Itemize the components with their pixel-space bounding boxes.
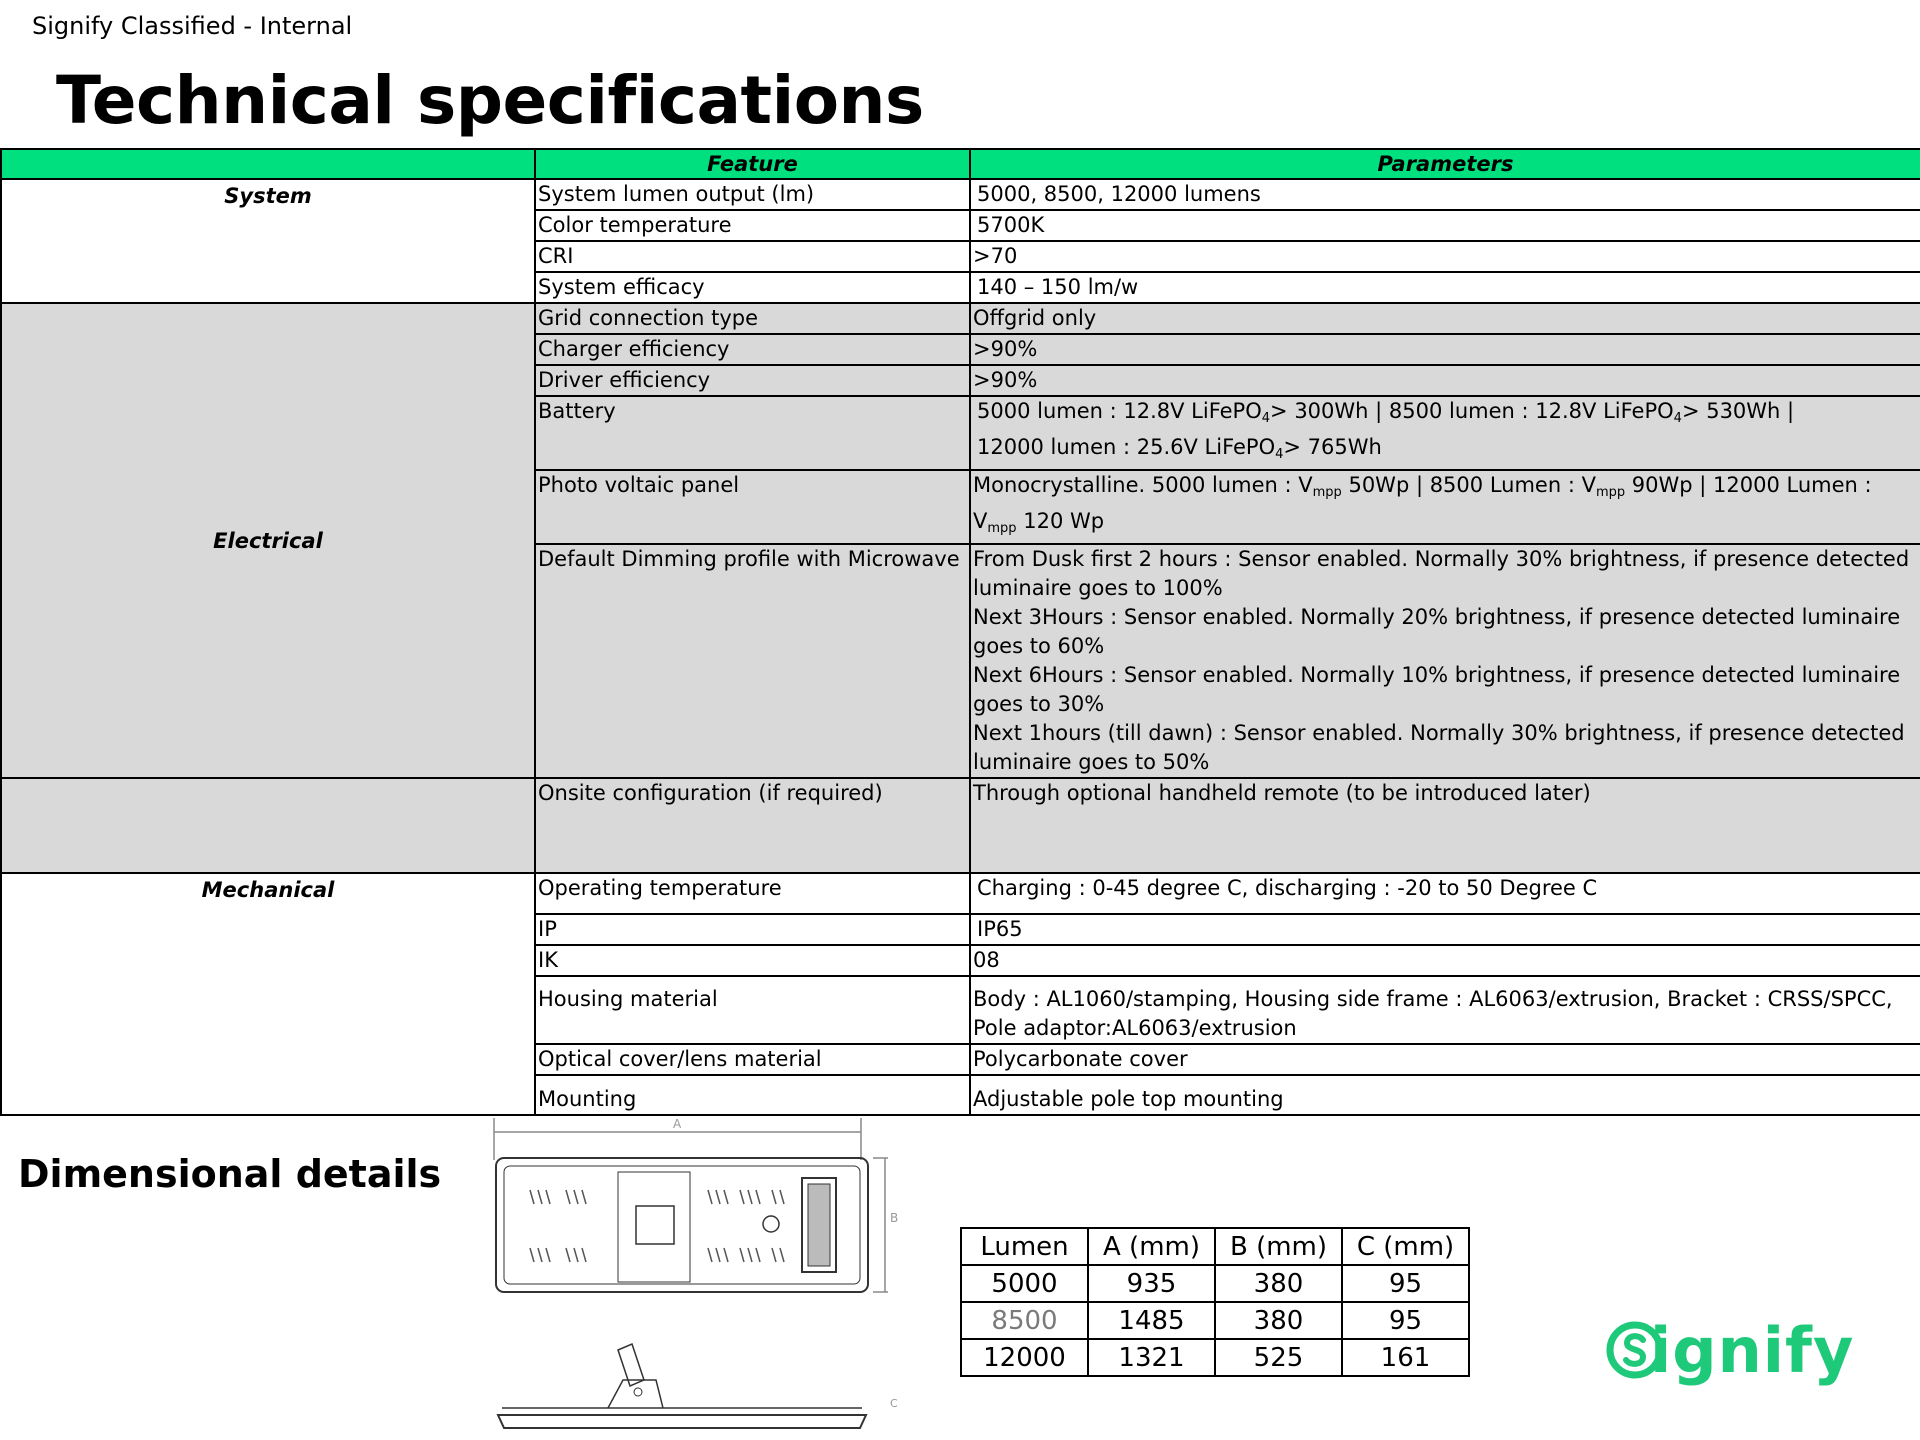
parameter-cell: 08 [970, 945, 1920, 976]
spec-header-row [1, 149, 1920, 179]
feature-cell: CRI [535, 241, 970, 272]
dimension-header-row [961, 1228, 1469, 1265]
label-b: B [890, 1211, 899, 1225]
sensor-circle [763, 1216, 779, 1232]
dimension-table [960, 1227, 1470, 1377]
pv-subscript: mpp [987, 521, 1017, 536]
header-feature: Feature [535, 149, 970, 179]
pv-text: 90Wp | 12000 Lumen : V [973, 473, 1872, 533]
table-cell: 5000 [961, 1265, 1088, 1302]
pv-subscript: mpp [1595, 485, 1626, 500]
page-title: Technical specifications [56, 62, 924, 139]
feature-cell: Housing material [535, 976, 970, 1044]
group-system: System [1, 179, 535, 303]
dimensional-title: Dimensional details [18, 1152, 442, 1196]
dimming-line: Next 3Hours : Sensor enabled. Normally 20% brightness, if presence detected luminaire goes to 60% [973, 605, 1901, 658]
luminaire-side-view [498, 1344, 866, 1428]
feature-cell: Photo voltaic panel [535, 470, 970, 544]
battery-text: > 530Wh | [1681, 399, 1795, 423]
table-cell: 95 [1342, 1265, 1469, 1302]
feature-cell: IK [535, 945, 970, 976]
header-cell: Lumen [961, 1228, 1088, 1265]
group-blank-cell [1, 778, 535, 873]
table-cell: 935 [1088, 1265, 1215, 1302]
parameter-cell [970, 544, 1920, 778]
battery-subscript: 4 [1673, 411, 1682, 426]
pv-text: 120 Wp [1016, 509, 1105, 533]
pv-subscript: mpp [1312, 485, 1342, 500]
label-c: C [890, 1397, 898, 1410]
table-row [1, 873, 1920, 914]
parameter-cell: Body : AL1060/stamping, Housing side frame : AL6063/extrusion, Bracket : CRSS/SPCC, Pole adaptor:AL6063/extrusion [970, 976, 1920, 1044]
parameter-cell: Polycarbonate cover [970, 1044, 1920, 1075]
battery-text: > 765Wh [1283, 435, 1382, 459]
feature-cell: Grid connection type [535, 303, 970, 334]
mount-block [636, 1206, 674, 1244]
dimming-line: Next 6Hours : Sensor enabled. Normally 10% brightness, if presence detected luminaire goes to 30% [973, 663, 1901, 716]
battery-text: > 300Wh | 8500 lumen : 12.8V LiFePO [1270, 399, 1674, 423]
header-cell: A (mm) [1088, 1228, 1215, 1265]
feature-cell: IP [535, 914, 970, 945]
table-row [961, 1302, 1469, 1339]
table-cell: 380 [1215, 1302, 1342, 1339]
parameter-cell: 5700K [970, 210, 1920, 241]
parameter-cell: >70 [970, 241, 1920, 272]
spec-table [0, 148, 1920, 1116]
group-electrical: Electrical [1, 303, 535, 778]
pv-text: 50Wp | 8500 Lumen : V [1341, 473, 1596, 497]
feature-cell: Default Dimming profile with Microwave [535, 544, 970, 778]
table-row [961, 1265, 1469, 1302]
battery-plate [618, 1172, 690, 1282]
table-row [1, 179, 1920, 210]
feature-cell: Driver efficiency [535, 365, 970, 396]
feature-cell: System efficacy [535, 272, 970, 303]
header-parameters: Parameters [970, 149, 1920, 179]
parameter-cell: >90% [970, 365, 1920, 396]
header-cell: B (mm) [1215, 1228, 1342, 1265]
battery-text: 12000 lumen : 25.6V LiFePO [977, 435, 1276, 459]
side-body [498, 1415, 866, 1428]
feature-cell: Battery [535, 396, 970, 470]
parameter-cell: Charging : 0-45 degree C, discharging : -20 to 50 Degree C [970, 873, 1920, 914]
battery-text: 5000 lumen : 12.8V LiFePO [977, 399, 1262, 423]
parameter-cell: >90% [970, 334, 1920, 365]
table-cell: 525 [1215, 1339, 1342, 1376]
feature-cell: System lumen output (lm) [535, 179, 970, 210]
dimming-line: From Dusk first 2 hours : Sensor enabled. Normally 30% brightness, if presence detected luminaire goes to 100% [973, 547, 1910, 600]
parameter-cell [970, 470, 1920, 544]
dimming-line: Next 1hours (till dawn) : Sensor enabled. Normally 30% brightness, if presence detected luminaire goes to 50% [973, 721, 1905, 774]
table-cell: 161 [1342, 1339, 1469, 1376]
feature-cell: Onsite configuration (if required) [535, 778, 970, 873]
parameter-cell: IP65 [970, 914, 1920, 945]
parameter-cell: Offgrid only [970, 303, 1920, 334]
parameter-cell: Adjustable pole top mounting [970, 1075, 1920, 1115]
feature-cell: Operating temperature [535, 873, 970, 914]
feature-cell: Charger efficiency [535, 334, 970, 365]
table-cell: 95 [1342, 1302, 1469, 1339]
battery-subscript: 4 [1261, 411, 1271, 426]
table-cell: 1321 [1088, 1339, 1215, 1376]
luminaire-top-view [496, 1158, 868, 1292]
feature-cell: Color temperature [535, 210, 970, 241]
table-row [1, 778, 1920, 873]
feature-cell: Mounting [535, 1075, 970, 1115]
table-row [961, 1339, 1469, 1376]
dimension-drawing [488, 1110, 908, 1440]
group-mechanical: Mechanical [1, 873, 535, 1115]
header-blank-cell [1, 149, 535, 179]
parameter-cell: 140 – 150 lm/w [970, 272, 1920, 303]
parameter-cell: Through optional handheld remote (to be introduced later) [970, 778, 1920, 873]
led-hatch [530, 1190, 784, 1262]
signify-logo: ignify [1650, 1314, 1855, 1387]
table-cell: 8500 [961, 1302, 1088, 1339]
table-cell: 12000 [961, 1339, 1088, 1376]
feature-cell: Optical cover/lens material [535, 1044, 970, 1075]
table-row [1, 303, 1920, 334]
parameter-cell: 5000, 8500, 12000 lumens [970, 179, 1920, 210]
header-cell: C (mm) [1342, 1228, 1469, 1265]
table-cell: 1485 [1088, 1302, 1215, 1339]
pv-text: Monocrystalline. 5000 lumen : V [973, 473, 1313, 497]
battery-subscript: 4 [1275, 447, 1284, 462]
parameter-cell [970, 396, 1920, 470]
table-cell: 380 [1215, 1265, 1342, 1302]
classification-label: Signify Classified - Internal [32, 12, 353, 40]
label-a: A [673, 1117, 682, 1131]
